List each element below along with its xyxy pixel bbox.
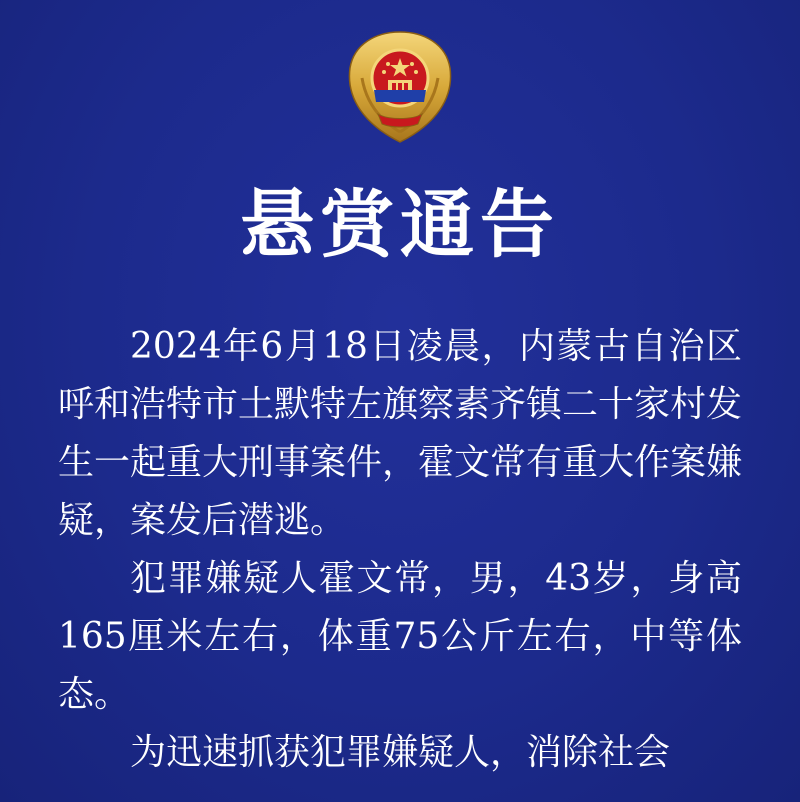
police-emblem: [344, 28, 456, 146]
notice-paragraph-2: 犯罪嫌疑人霍文常，男，43岁，身高165厘米左右，体重75公斤左右，中等体态。: [58, 558, 742, 715]
notice-body: [58, 318, 742, 782]
notice-paragraph-3: 为迅速抓获犯罪嫌疑人，消除社会: [130, 732, 671, 773]
notice-title: 悬赏通告: [240, 182, 560, 268]
notice-paragraph-1: 2024年6月18日凌晨，内蒙古自治区呼和浩特市土默特左旗察素齐镇二十家村发生一起重大刑事案件，霍文常有重大作案嫌疑，案发后潜逃。: [58, 326, 743, 541]
